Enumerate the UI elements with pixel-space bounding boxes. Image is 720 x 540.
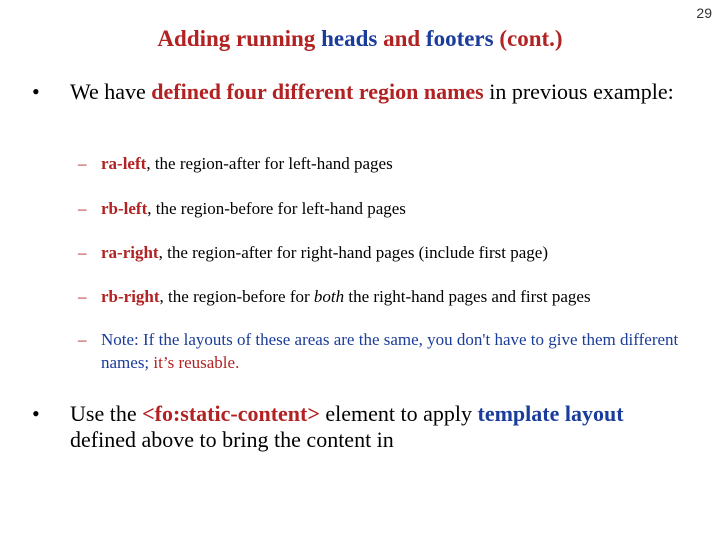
title-part: and <box>377 26 426 51</box>
bullet-text-part: We have <box>70 79 152 104</box>
region-term: rb-left <box>101 199 148 218</box>
sub-item-text <box>101 197 698 220</box>
static-content-element: <fo:static-content> <box>142 401 320 426</box>
note-reusable: it’s reusable. <box>153 353 240 372</box>
dash-mark: – <box>78 199 87 218</box>
sub-item-text <box>101 241 698 264</box>
region-term: ra-left <box>101 154 147 173</box>
bullet-text-part: in previous example: <box>483 79 674 104</box>
title-part: (cont.) <box>493 26 563 51</box>
region-term: ra-right <box>101 243 159 262</box>
note-text <box>101 328 698 374</box>
bullet-text-part: Use the <box>70 401 143 426</box>
dash-mark: – <box>78 287 87 306</box>
sub-item-rb-right <box>78 285 698 308</box>
bullet-region-names <box>32 79 692 105</box>
sub-item-rest: , the region-after for left-hand pages <box>146 154 393 173</box>
bullet-text <box>70 401 692 453</box>
title-footers: footers <box>425 26 494 51</box>
sub-item-rest: , the region-before for <box>159 287 314 306</box>
region-term: rb-right <box>101 287 160 306</box>
bullet-text-part: element to apply <box>319 401 478 426</box>
dash-mark: – <box>78 330 87 349</box>
bullet-text <box>70 79 692 105</box>
sub-item-rest: , the region-after for right-hand pages (include first page) <box>158 243 549 262</box>
emphasis-both: both <box>313 287 345 306</box>
sub-item-ra-left <box>78 152 698 175</box>
bullet-mark: • <box>32 79 40 104</box>
bullet-mark: • <box>32 401 40 426</box>
sub-item-rest: the right-hand pages and first pages <box>344 287 591 306</box>
sub-item-note <box>78 328 698 374</box>
bullet-text-part: defined above to bring the content in <box>70 427 394 452</box>
template-layout-emphasis: template layout <box>477 401 624 426</box>
sub-item-text <box>101 152 698 175</box>
bullet-static-content <box>32 401 692 453</box>
title-part: Adding running <box>157 26 322 51</box>
sub-item-rest: , the region-before for left-hand pages <box>147 199 406 218</box>
sub-item-text <box>101 285 698 308</box>
slide-title <box>0 26 720 52</box>
sub-item-rb-left <box>78 197 698 220</box>
bullet-emphasis: defined four different region names <box>151 79 484 104</box>
dash-mark: – <box>78 243 87 262</box>
note-body: Note: If the layouts of these areas are the same, you don't have to give them different names; <box>101 330 679 372</box>
dash-mark: – <box>78 154 87 173</box>
page-number: 29 <box>696 5 712 21</box>
sub-item-ra-right <box>78 241 698 264</box>
title-heads: heads <box>321 26 378 51</box>
